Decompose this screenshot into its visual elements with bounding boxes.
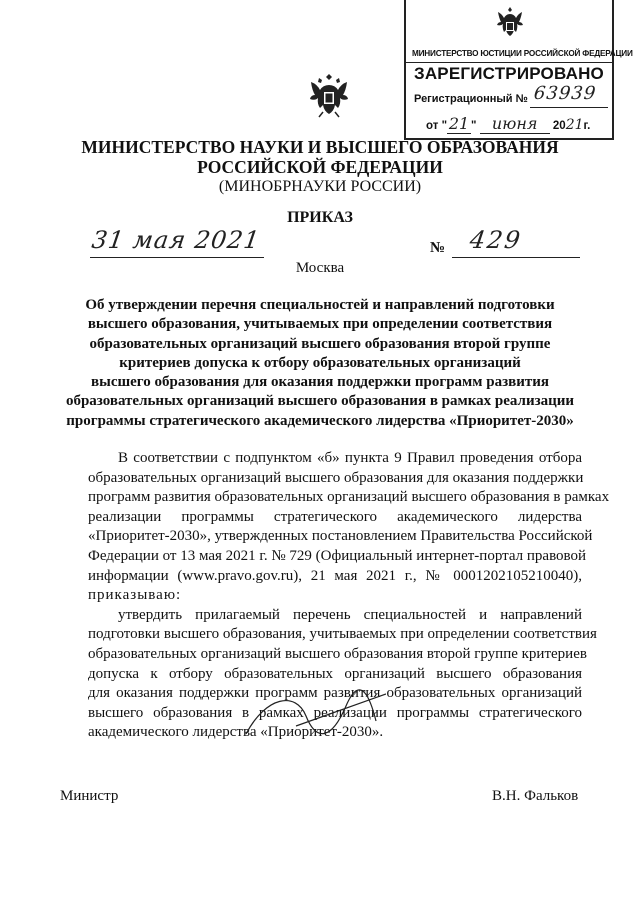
stamp-reg-number-label: Регистрационный №: [414, 93, 528, 105]
subject-line: образовательных организаций высшего образования второй группе: [89, 335, 551, 352]
body-line: реализации программы стратегического академического лидерства: [88, 508, 582, 525]
subject-line: высшего образования для оказания поддержки программ развития: [91, 374, 549, 391]
stamp-reg-number-underline: [530, 107, 608, 108]
subject-line: программы стратегического академического лидерства «Приоритет-2030»: [66, 412, 574, 429]
order-title: ПРИКАЗ: [287, 209, 353, 226]
body-line: подготовки высшего образования, учитываемых при определении соответствия: [88, 626, 597, 643]
body-line: академического лидерства «Приоритет-2030».: [88, 724, 384, 741]
ministry-short-name: (МИНОБРНАУКИ РОССИИ): [218, 178, 422, 195]
signer-position: Министр: [60, 788, 119, 804]
subject-line: высшего образования, учитываемых при определении соответствия: [87, 316, 553, 333]
order-date-underline: [90, 257, 264, 258]
stamp-ministry-name: МИНИСТЕРСТВО ЮСТИЦИИ РОССИЙСКОЙ ФЕДЕРАЦИИ: [412, 49, 633, 58]
subject-line: образовательных организаций высшего образования в рамках реализации: [65, 393, 575, 410]
coat-of-arms-icon: [490, 4, 530, 44]
ministry-title-line2: РОССИЙСКОЙ ФЕДЕРАЦИИ: [197, 157, 443, 177]
subject-line: критериев допуска к отбору образовательных организаций: [119, 354, 521, 371]
body-line: информации (www.pravo.gov.ru), 21 мая 2021 г., № 0001202105210040),: [88, 567, 582, 584]
body-line: допуска к отбору образовательных организаций высшего образования: [88, 665, 582, 682]
body-line: высшего образования в рамках реализации программы стратегического: [88, 704, 582, 721]
body-line: утвердить прилагаемый перечень специальностей и направлений: [118, 606, 582, 623]
body-line: В соответствии с подпунктом «б» пункта 9 Правил проведения отбора: [118, 450, 582, 466]
ministry-title-line1: МИНИСТЕРСТВО НАУКИ И ВЫСШЕГО ОБРАЗОВАНИЯ: [81, 137, 559, 157]
body-line-order-verb: приказываю:: [88, 587, 182, 604]
stamp-reg-number: 63939: [532, 83, 598, 104]
order-number-sign: №: [430, 240, 446, 256]
body-line: образовательных организаций высшего образования второй группе критериев: [88, 645, 587, 662]
stamp-year-suffix: 21: [565, 117, 584, 133]
signature-icon: [236, 686, 386, 746]
stamp-year-tail: г.: [583, 120, 591, 132]
ministry-title: [0, 137, 640, 177]
order-number: 429: [468, 226, 524, 254]
order-date: 31 мая 2021: [90, 226, 262, 254]
stamp-day: 21: [448, 114, 470, 133]
body-line: программ развития образовательных организаций высшего образования в рамках: [88, 489, 610, 506]
body-line: Федерации от 13 мая 2021 г. № 729 (Официальный интернет-портал правовой: [88, 547, 587, 564]
stamp-date-row: от " 21 " июня 2021г.: [426, 114, 591, 133]
stamp-registered-label: ЗАРЕГИСТРИРОВАНО: [413, 64, 604, 83]
registration-stamp: [404, 0, 633, 140]
stamp-month: июня: [480, 114, 550, 134]
stamp-year-prefix: 20: [552, 120, 566, 132]
order-city: Москва: [295, 260, 345, 276]
body-line: образовательных организаций высшего образования для оказания поддержки: [88, 469, 584, 486]
coat-of-arms-emblem-icon: [307, 72, 351, 120]
subject-line: Об утверждении перечня специальностей и направлений подготовки: [85, 297, 555, 313]
body-line: для оказания поддержки программ развития образовательных организаций: [88, 685, 582, 702]
order-number-underline: [452, 257, 580, 258]
order-subject: [0, 296, 640, 431]
signer-name: В.Н. Фальков: [492, 788, 579, 804]
stamp-divider: [406, 62, 612, 63]
stamp-date-prefix: от: [426, 120, 439, 132]
body-line: «Приоритет-2030», утвержденных постановлением Правительства Российской: [88, 528, 593, 545]
paragraph-basis: [88, 449, 610, 606]
